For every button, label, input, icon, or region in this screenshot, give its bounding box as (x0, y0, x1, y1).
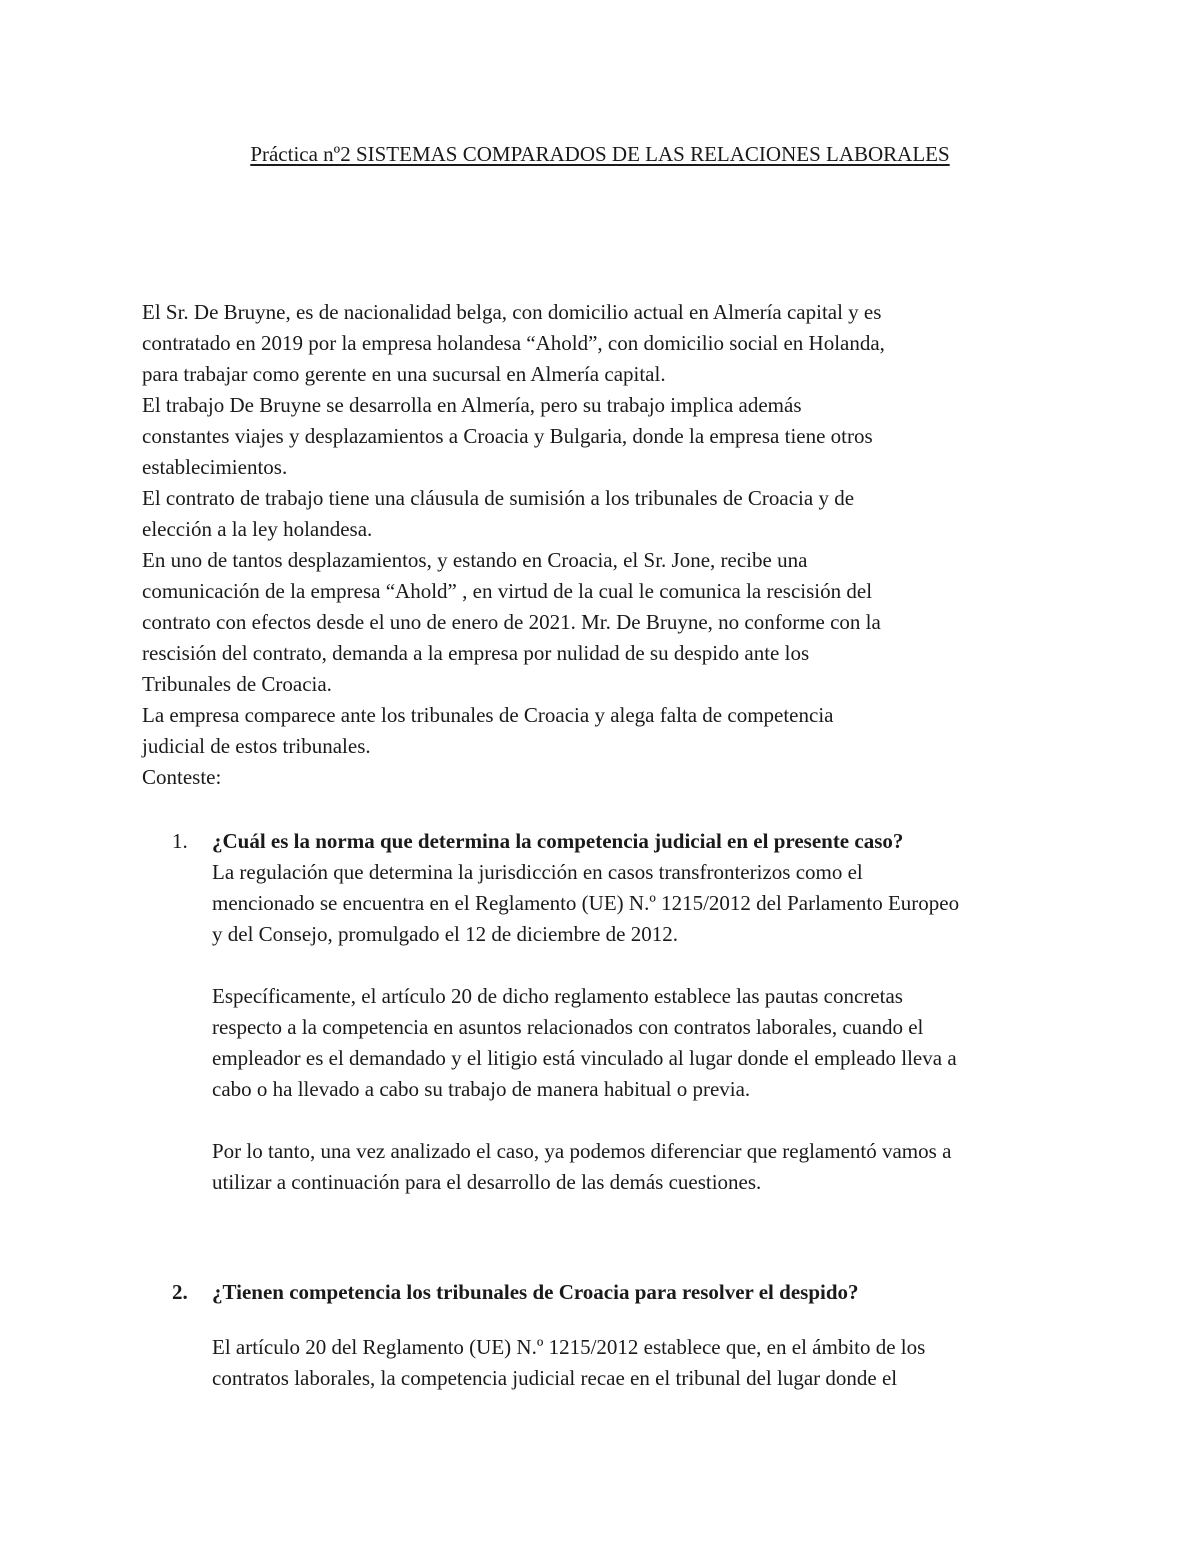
answer-line: y del Consejo, promulgado el 12 de diciembre de 2012. (212, 922, 678, 946)
intro-line: El Sr. De Bruyne, es de nacionalidad belga, con domicilio actual en Almería capital y es (142, 300, 882, 324)
answer-line: cabo o ha llevado a cabo su trabajo de manera habitual o previa. (212, 1077, 751, 1101)
answer-2 (212, 1332, 1112, 1394)
question-text: ¿Tienen competencia los tribunales de Croacia para resolver el despido? (212, 1280, 859, 1304)
intro-line: El trabajo De Bruyne se desarrolla en Almería, pero su trabajo implica además (142, 393, 802, 417)
intro-line: El contrato de trabajo tiene una cláusula de sumisión a los tribunales de Croacia y de (142, 486, 855, 510)
intro-line: La empresa comparece ante los tribunales de Croacia y alega falta de competencia (142, 703, 834, 727)
intro-line: contrato con efectos desde el uno de enero de 2021. Mr. De Bruyne, no conforme con la (142, 610, 881, 634)
intro-line: para trabajar como gerente en una sucursal en Almería capital. (142, 362, 666, 386)
question-number: 2. (172, 1280, 188, 1304)
intro-line: contratado en 2019 por la empresa holandesa “Ahold”, con domicilio social en Holanda, (142, 331, 885, 355)
question-text: ¿Cuál es la norma que determina la competencia judicial en el presente caso? (212, 829, 904, 853)
intro-line: comunicación de la empresa “Ahold” , en virtud de la cual le comunica la rescisión del (142, 579, 873, 603)
answer-1 (212, 857, 1112, 1198)
answer-line: contratos laborales, la competencia judicial recae en el tribunal del lugar donde el (212, 1366, 898, 1390)
answer-line: empleador es el demandado y el litigio está vinculado al lugar donde el empleado lleva a (212, 1046, 957, 1070)
answer-line (212, 950, 1112, 981)
intro-line: Tribunales de Croacia. (142, 672, 332, 696)
intro-line: Conteste: (142, 765, 222, 789)
answer-line: utilizar a continuación para el desarrollo de las demás cuestiones. (212, 1170, 762, 1194)
intro-line: rescisión del contrato, demanda a la empresa por nulidad de su despido ante los (142, 641, 810, 665)
question-number: 1. (172, 829, 188, 853)
answer-line: El artículo 20 del Reglamento (UE) N.º 1215/2012 establece que, en el ámbito de los (212, 1335, 926, 1359)
intro-line: establecimientos. (142, 455, 288, 479)
answer-line: Específicamente, el artículo 20 de dicho reglamento establece las pautas concretas (212, 984, 903, 1008)
document-title: Práctica nº2 SISTEMAS COMPARADOS DE LAS RELACIONES LABORALES (250, 142, 950, 166)
answer-line: mencionado se encuentra en el Reglamento (UE) N.º 1215/2012 del Parlamento Europeo (212, 891, 960, 915)
intro-line: En uno de tantos desplazamientos, y estando en Croacia, el Sr. Jone, recibe una (142, 548, 808, 572)
answer-line (212, 1105, 1112, 1136)
intro-line: elección a la ley holandesa. (142, 517, 373, 541)
answer-line: respecto a la competencia en asuntos relacionados con contratos laborales, cuando el (212, 1015, 924, 1039)
intro-line: constantes viajes y desplazamientos a Croacia y Bulgaria, donde la empresa tiene otros (142, 424, 873, 448)
intro-line: judicial de estos tribunales. (142, 734, 371, 758)
case-statement (142, 297, 1042, 793)
answer-line: La regulación que determina la jurisdicción en casos transfronterizos como el (212, 860, 863, 884)
answer-line: Por lo tanto, una vez analizado el caso, ya podemos diferenciar que reglamentó vamos a (212, 1139, 952, 1163)
